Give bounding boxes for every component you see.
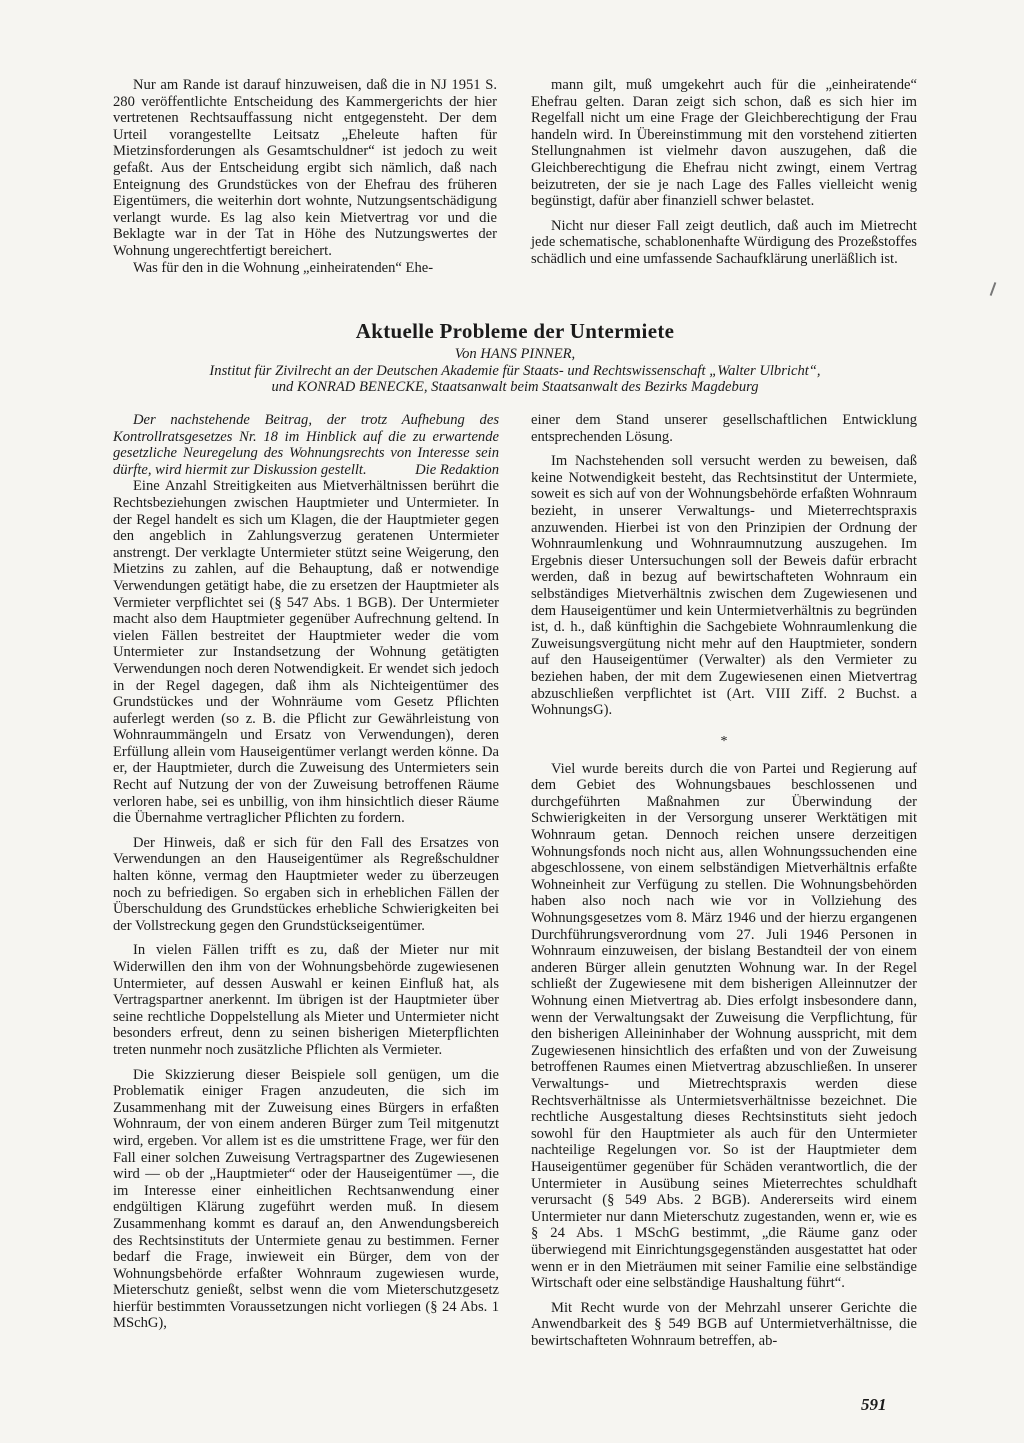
top-right-column	[531, 77, 917, 268]
article-title: Aktuelle Probleme der Untermiete	[355, 319, 675, 343]
paragraph: Der Hinweis, daß er sich für den Fall des Ersatzes von Verwendungen an den Hauseigentümer als Regreßschuldner halten könne, vermag den Hauptmieter weder zu überzeugen noch zu befriedigen. So ergaben sich in erheblichen Fällen der Überschuldung des Grundstückes erhebliche Schwierigkeiten bei der Vollstreckung gegen den Grundstückseigentümer.	[113, 834, 499, 934]
paragraph: In vielen Fällen trifft es zu, daß der Mieter nur mit Widerwillen den ihm von der Wohnungsbehörde zugewiesenen Untermieter, auf dessen Auswahl er keinen Einfluß hat, als Vertragspartner anerkennt. Im übrigen ist der Hauptmieter über seine rechtliche Doppelstellung als Mieter und Untermieter nicht besonders erfreut, denn zu seinen bisherigen Mieterpflichten treten nunmehr noch zusätzliche Pflichten als Vermieter.	[113, 942, 499, 1058]
editorial-note-text: Der nachstehende Beitrag, der trotz Aufhebung des Kontrollratsgesetzes Nr. 18 im Hinblick auf die zu erwartende gesetzliche Neuregelung des Wohnungsrechts von Interesse sein dürfte, wird hiermit zur Diskussion gestellt.	[113, 412, 499, 478]
paragraph: Im Nachstehenden soll versucht werden zu beweisen, daß keine Notwendigkeit besteht, das Rechtsinstitut der Untermiete, soweit es sich auf von der Wohnungsbehörde erfaßten Wohnraum bezieht, in unserer Verwaltungs- und Mieterrechtspraxis anzuwenden. Hierbei ist von den Prinzipien der Ordnung der Wohnraumlenkung und Wohnraumnutzung auszugehen. Im Ergebnis dieser Untersuchungen soll der Beweis dafür erbracht werden, daß in bezug auf bewirtschafteten Wohnraum ein selbständiges Mietverhältnis zwischen dem Zugewiesenen und dem Hauseigentümer und kein Untermietverhältnis zu begründen ist, d. h., daß künftighin die Sachgebiete Wohnraumlenkung die Zuweisungsvergütung nicht mehr auf den Hauptmieter, sondern auf den Hauseigentümer (Verwalter) als den Vermieter zu beziehen haben, der mit dem Zugewiesenen einen Mietvertrag abzuschließen verpflichtet ist (Art. VIII Ziff. 2 Buchst. a WohnungsG).	[531, 453, 917, 719]
margin-mark	[990, 282, 997, 296]
paragraph: mann gilt, muß umgekehrt auch für die „einheiratende“ Ehefrau gelten. Daran zeigt sich schon, daß es sich hier im Regelfall nicht um eine Frage der Gleichberechtigung der Frau handeln wird. In Übereinstimmung mit den vorstehend zitierten Stellungnahmen ist vielmehr davon auszugehen, daß die Gleichberechtigung die Ehefrau nicht zwingt, einem Vertrag beizutreten, der sie je nach Lage des Falles vielleicht wenig begünstigt, dafür aber finanziell schwer belastet.	[531, 77, 917, 210]
article-right-column	[531, 412, 917, 1349]
paragraph: Viel wurde bereits durch die von Partei und Regierung auf dem Gebiet des Wohnungsbaues beschlossenen und durchgeführten Maßnahmen zur Überwindung der Schwierigkeiten in der Versorgung unserer Werktätigen mit Wohnraum getan. Dennoch reichen unsere derzeitigen Wohnungsfonds noch nicht aus, allen Wohnungssuchenden eine abgeschlossene, von einem selbständigen Mietverhältnis erfaßte Wohneinheit zur Verfügung zu stellen. Die Wohnungsbehörden haben also noch nach wie vor in Vollziehung des Wohnungsgesetzes vom 8. März 1946 und der hierzu ergangenen Durchführungsverordnung vom 27. Juli 1946 Personen in Wohnraum einzuweisen, der bislang Bestandteil der von einem anderen Bürger allein genutzten Wohnung war. In der Regel schließt der Zugewiesene mit dem bisherigen Alleinnutzer der Wohnung einen Mietvertrag ab. Dies erfolgt insbesondere dann, wenn der Verwaltungsakt der Zuweisung die Verpflichtung, für den bisherigen Alleininhaber der Wohnung ausspricht, mit dem Zugewiesenen hinsichtlich des erfaßten und von der Zuweisung betroffenen Raumes einen Mietvertrag abzuschließen. In unserer Verwaltungs- und Mietrechtspraxis werden diese Rechtsverhältnisse als Untermietsverhältnisse bezeichnet. Die rechtliche Ausgestaltung dieses Rechtsinstituts sieht jedoch sowohl für den Hauptmieter als auch für den Untermieter nachteilige Regelungen vor. So ist der Hauptmieter dem Hauseigentümer gegenüber für Schäden verantwortlich, die der Untermieter in Ausübung seines Mieterrechtes schuldhaft verursacht (§ 549 Abs. 2 BGB). Andererseits wird einem Untermieter nur dann Mieterschutz zugestanden, wenn er, wie es § 24 Abs. 1 MSchG bestimmt, „die Räume ganz oder überwiegend mit Einrichtungsgegenständen ausgestattet hat oder wenn er in den Mieträumen mit seiner Familie eine selbständige Wirtschaft oder eine selbständige Haushaltung führt“.	[531, 760, 917, 1292]
article-left-column	[113, 412, 499, 1332]
editorial-note	[113, 412, 499, 478]
byline-authors: Von HANS PINNER,	[454, 346, 576, 362]
paragraph: Mit Recht wurde von der Mehrzahl unserer Gerichte die Anwendbarkeit des § 549 BGB auf Untermietverhältnisse, die bewirtschafteten Wohnraum betreffen, ab-	[531, 1299, 917, 1349]
paragraph: einer dem Stand unserer gesellschaftlichen Entwicklung entsprechenden Lösung.	[531, 412, 917, 445]
paragraph: Nur am Rande ist darauf hinzuweisen, daß die in NJ 1951 S. 280 veröffentlichte Entscheidung des Kammergerichts der hier vertretenen Rechtsauffassung nicht entgegensteht. Der dem Urteil vorangestellte Leitsatz „Eheleute haften für Mietzinsforderungen als Gesamtschuldner“ ist jedoch zu weit gefaßt. Aus der Entscheidung ergibt sich nämlich, daß nach Enteignung des Grundstückes von der Ehefrau des früheren Eigentümers, die weiterhin dort wohnte, Nutzungsentschädigung verlangt wurde. Es lag also kein Mietvertrag vor und die Beklagte war in der Tat in Höhe des Nutzungswertes der Wohnung ungerechtfertigt bereichert.	[113, 77, 497, 259]
page-number: 591	[861, 1395, 887, 1414]
paragraph: Eine Anzahl Streitigkeiten aus Mietverhältnissen berührt die Rechtsbeziehungen zwischen Hauptmieter und Untermieter. In der Regel handelt es sich um Klagen, die der Hauptmieter gegen den angeblich in Zahlungsverzug geratenen Untermieter anstrengt. Der verklagte Untermieter stützt seine Weigerung, den Mietzins zu zahlen, auf die Behauptung, daß er notwendige Verwendungen getätigt habe, die zu ersetzen der Hauptmieter als Vermieter verpflichtet sei (§ 547 Abs. 1 BGB). Der Untermieter macht also dem Hauptmieter gegenüber Aufrechnung geltend. In vielen Fällen bestreitet der Hauptmieter weder die vom Untermieter zur Instandsetzung der Wohnung getätigten Verwendungen noch deren Notwendigkeit. Er wendet sich jedoch in der Regel dagegen, daß ihm als Nichteigentümer des Grundstückes und der Wohnräume vom Gesetz Pflichten auferlegt werden (so z. B. die Pflicht zur Gewährleistung von Wohnraummängeln und Ersatz von Verwendungen), deren Erfüllung allein vom Hauseigentümer verlangt werden könne. Da er, der Hauptmieter, durch die Zuweisung des Untermieters sein Recht auf Nutzung der von der Zuweisung betroffenen Räume verloren habe, sei es unbillig, von ihm hinsichtlich dieser Räume die Übernahme vertraglicher Pflichten zu fordern.	[113, 478, 499, 827]
byline	[113, 346, 917, 396]
top-left-column	[113, 77, 497, 276]
byline-institute: Institut für Zivilrecht an der Deutschen Akademie für Staats- und Rechtswissenschaft „Walter Ulbricht“,	[209, 362, 821, 379]
paragraph: Nicht nur dieser Fall zeigt deutlich, daß auch im Mietrecht jede schematische, schablonenhafte Würdigung des Prozeßstoffes schädlich und eine umfassende Sachaufklärung unerläßlich ist.	[531, 217, 917, 267]
editorial-signature: Die Redaktion	[415, 461, 499, 478]
section-separator: *	[720, 733, 728, 749]
paragraph: Was für den in die Wohnung „einheiratenden“ Ehe-	[133, 259, 434, 276]
paragraph: Die Skizzierung dieser Beispiele soll genügen, um die Problematik einiger Fragen anzudeuten, die sich im Zusammenhang mit der Zuweisung eines Bürgers in erfaßten Wohnraum, der von einem anderen Bürger zum Teil mitgenutzt wird, ergeben. Vor allem ist es die umstrittene Frage, wer für den Fall einer solchen Zuweisung Vertragspartner des Zugewiesenen wird — ob der „Hauptmieter“ oder der Hauseigentümer —, die im Interesse einer einheitlichen Rechtsanwendung einer endgültigen Klärung zugeführt werden muß. In diesem Zusammenhang kommt es darauf an, den Anwendungsbereich des Rechtsinstituts der Untermiete genau zu bestimmen. Ferner bedarf die Frage, inwieweit ein Bürger, dem von der Wohnungsbehörde erfaßter Wohnraum zugewiesen wurde, Mieterschutz genießt, selbst wenn die vom Mieterschutzgesetz hierfür bestimmten Voraussetzungen nicht vorliegen (§ 24 Abs. 1 MSchG),	[113, 1066, 499, 1332]
byline-second-author: und KONRAD BENECKE, Staatsanwalt beim Staatsanwalt des Bezirks Magdeburg	[271, 379, 759, 396]
